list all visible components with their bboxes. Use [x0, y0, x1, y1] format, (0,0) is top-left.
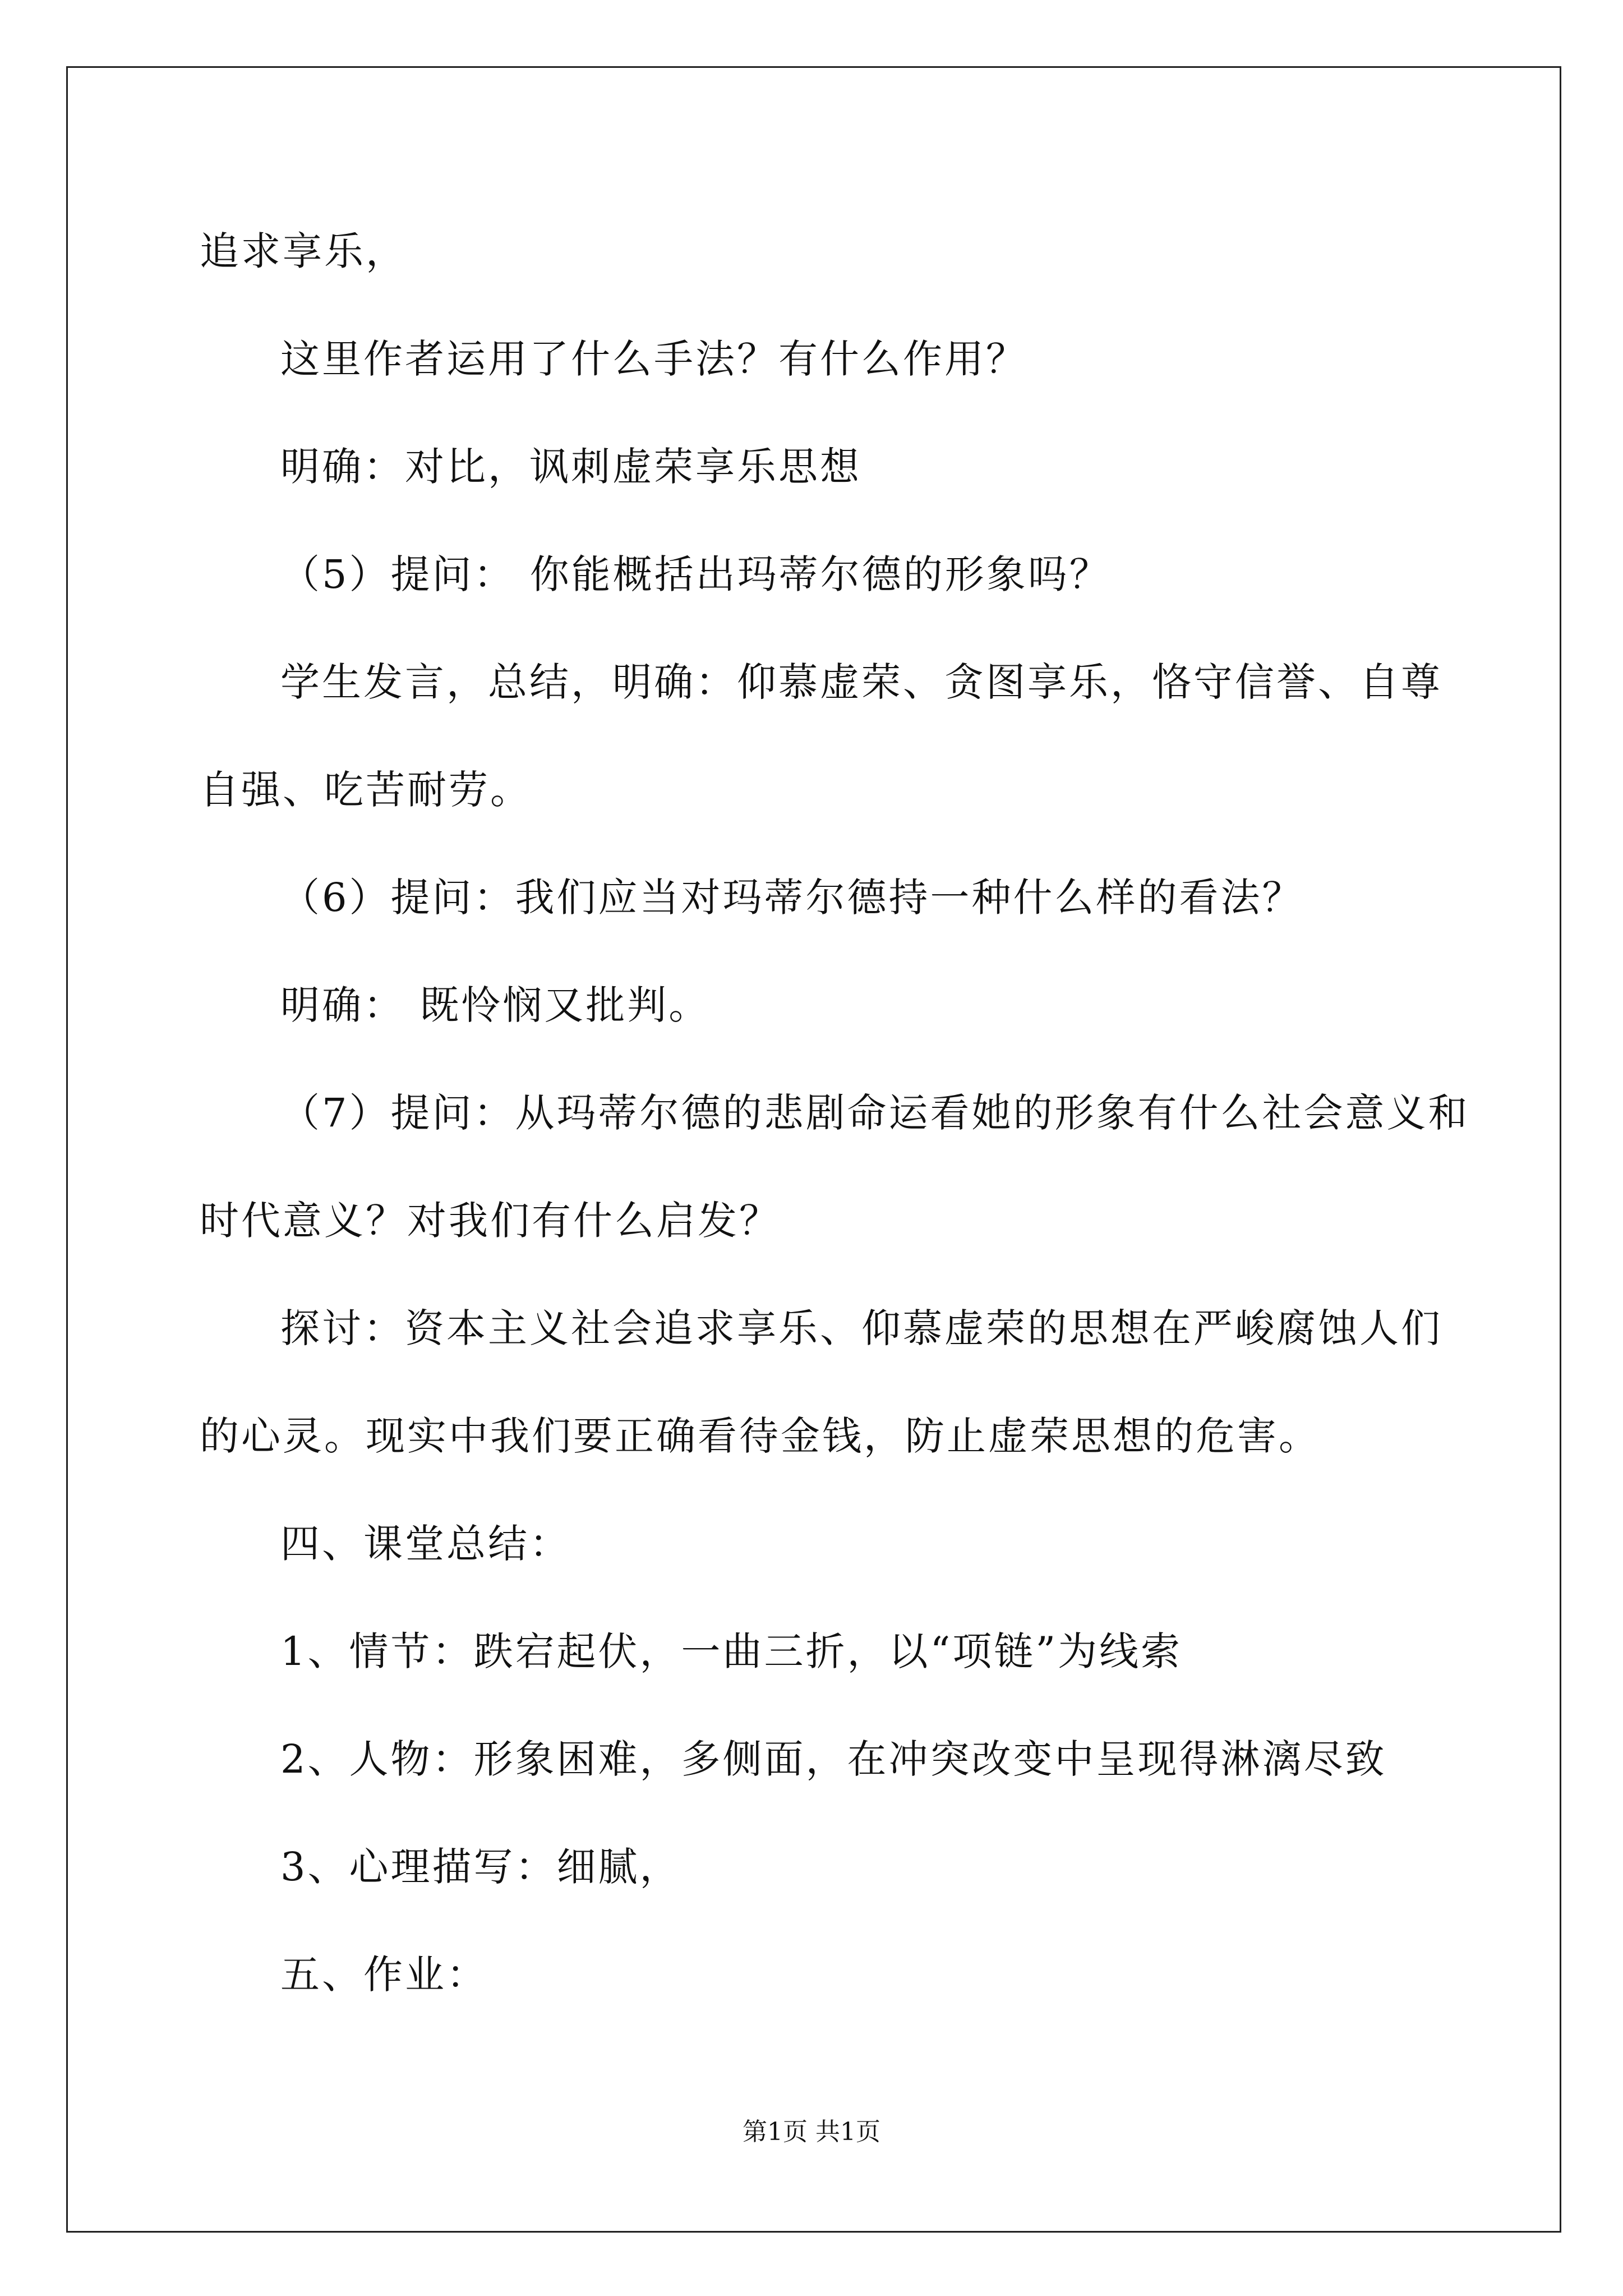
text-line-4: （5）提问： 你能概括出玛蒂尔德的形象吗？: [280, 551, 1111, 597]
page-border: [66, 66, 1561, 2233]
text-line-9: （7）提问：从玛蒂尔德的悲剧命运看她的形象有什么社会意义和: [280, 1090, 1470, 1136]
text-line-1: 追求享乐，: [200, 228, 407, 274]
text-line-3: 明确：对比，讽刺虚荣享乐思想: [280, 444, 861, 490]
text-line-12: 的心灵。现实中我们要正确看待金钱，防止虚荣思想的危害。: [200, 1413, 1320, 1459]
text-line-13: 四、课堂总结：: [280, 1521, 571, 1567]
text-line-5: 学生发言，总结，明确：仰慕虚荣、贪图享乐，恪守信誉、自尊: [280, 659, 1442, 705]
page-footer: 第1页 共1页: [743, 2118, 880, 2146]
text-line-17: 五、作业：: [280, 1952, 488, 1998]
text-line-6: 自强、吃苦耐劳。: [200, 767, 532, 813]
text-line-2: 这里作者运用了什么手法？有什么作用？: [280, 336, 1027, 382]
text-line-10: 时代意义？对我们有什么启发？: [200, 1198, 781, 1244]
text-line-15: 2、人物：形象困难，多侧面，在冲突改变中呈现得淋漓尽致: [280, 1736, 1387, 1782]
text-line-14: 1、情节：跌宕起伏，一曲三折，以“项链”为线索: [280, 1628, 1183, 1674]
text-line-16: 3、心理描写：细腻，: [280, 1844, 681, 1890]
text-line-7: （6）提问：我们应当对玛蒂尔德持一种什么样的看法？: [280, 875, 1304, 921]
text-line-11: 探讨：资本主义社会追求享乐、仰慕虚荣的思想在严峻腐蚀人们: [280, 1305, 1442, 1351]
text-line-8: 明确： 既怜悯又批判。: [280, 982, 711, 1028]
